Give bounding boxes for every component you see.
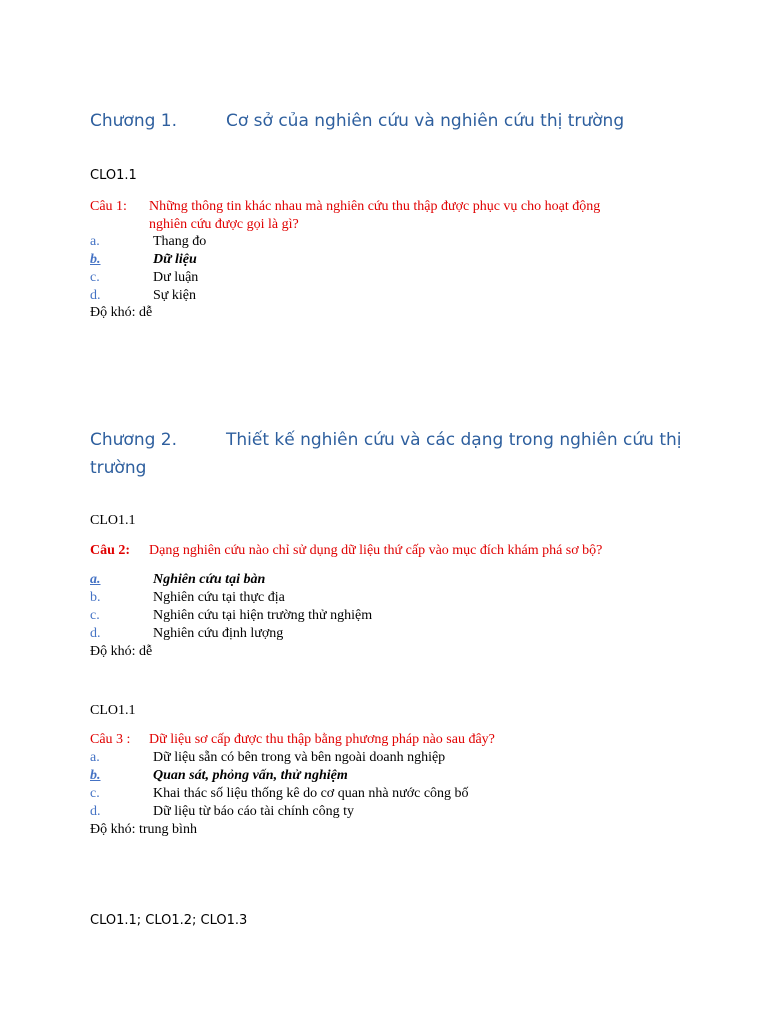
q1-option-b-letter: b. xyxy=(90,252,101,267)
question-1-label: Câu 1: xyxy=(90,199,127,214)
question-3-text: Dữ liệu sơ cấp được thu thập bằng phương pháp nào sau đây? xyxy=(149,732,495,747)
q2-option-c-text: Nghiên cứu tại hiện trường thử nghiệm xyxy=(153,608,373,623)
chapter-2-title-line2: trường xyxy=(90,458,147,478)
question-2-text: Dạng nghiên cứu nào chỉ sử dụng dữ liệu thứ cấp vào mục đích khám phá sơ bộ? xyxy=(149,543,603,558)
chapter-2-number: Chương 2. xyxy=(90,430,178,450)
q3-difficulty: Độ khó: trung bình xyxy=(90,822,197,837)
q2-option-a-letter: a. xyxy=(90,572,101,587)
next-clo-label: CLO1.1; CLO1.2; CLO1.3 xyxy=(90,913,248,928)
q2-option-b-text: Nghiên cứu tại thực địa xyxy=(153,590,285,605)
q2-clo-label: CLO1.1 xyxy=(90,513,136,528)
q3-option-a-letter: a. xyxy=(90,750,100,765)
q2-option-b-letter: b. xyxy=(90,590,101,605)
question-3-label: Câu 3 : xyxy=(90,732,131,747)
q3-option-b-letter: b. xyxy=(90,768,101,783)
question-1-text-line2: nghiên cứu được gọi là gì? xyxy=(149,217,299,232)
clo-label: CLO1.1 xyxy=(90,168,137,183)
q2-option-a-text: Nghiên cứu tại bàn xyxy=(153,572,266,587)
q1-option-a-text: Thang đo xyxy=(153,234,207,249)
q1-option-c-text: Dư luận xyxy=(153,270,199,285)
chapter-2-title-line1: Thiết kế nghiên cứu và các dạng trong nghiên cứu thị xyxy=(226,430,682,450)
q2-option-c-letter: c. xyxy=(90,608,100,623)
q3-option-c-text: Khai thác số liệu thống kê do cơ quan nhà nước công bố xyxy=(153,786,469,801)
q2-difficulty: Độ khó: dễ xyxy=(90,644,153,659)
q3-option-a-text: Dữ liệu sẵn có bên trong và bên ngoài doanh nghiệp xyxy=(153,750,446,765)
q2-option-d-letter: d. xyxy=(90,626,101,641)
chapter-1-title: Cơ sở của nghiên cứu và nghiên cứu thị trường xyxy=(226,111,625,131)
q1-option-d-text: Sự kiện xyxy=(153,288,196,303)
question-2-label: Câu 2: xyxy=(90,543,131,558)
q2-option-d-text: Nghiên cứu định lượng xyxy=(153,626,284,641)
q1-difficulty: Độ khó: dễ xyxy=(90,305,153,320)
q3-option-c-letter: c. xyxy=(90,786,100,801)
q3-option-d-text: Dữ liệu từ báo cáo tài chính công ty xyxy=(153,804,355,819)
q3-option-d-letter: d. xyxy=(90,804,101,819)
chapter-1-number: Chương 1. xyxy=(90,111,178,131)
q1-option-c-letter: c. xyxy=(90,270,100,285)
q3-option-b-text: Quan sát, phỏng vấn, thử nghiệm xyxy=(153,768,348,783)
q1-option-a-letter: a. xyxy=(90,234,100,249)
q1-option-d-letter: d. xyxy=(90,288,101,303)
q1-option-b-text: Dữ liệu xyxy=(153,252,197,267)
question-1-text-line1: Những thông tin khác nhau mà nghiên cứu thu thập được phục vụ cho hoạt động xyxy=(149,199,601,214)
q3-clo-label: CLO1.1 xyxy=(90,703,136,718)
